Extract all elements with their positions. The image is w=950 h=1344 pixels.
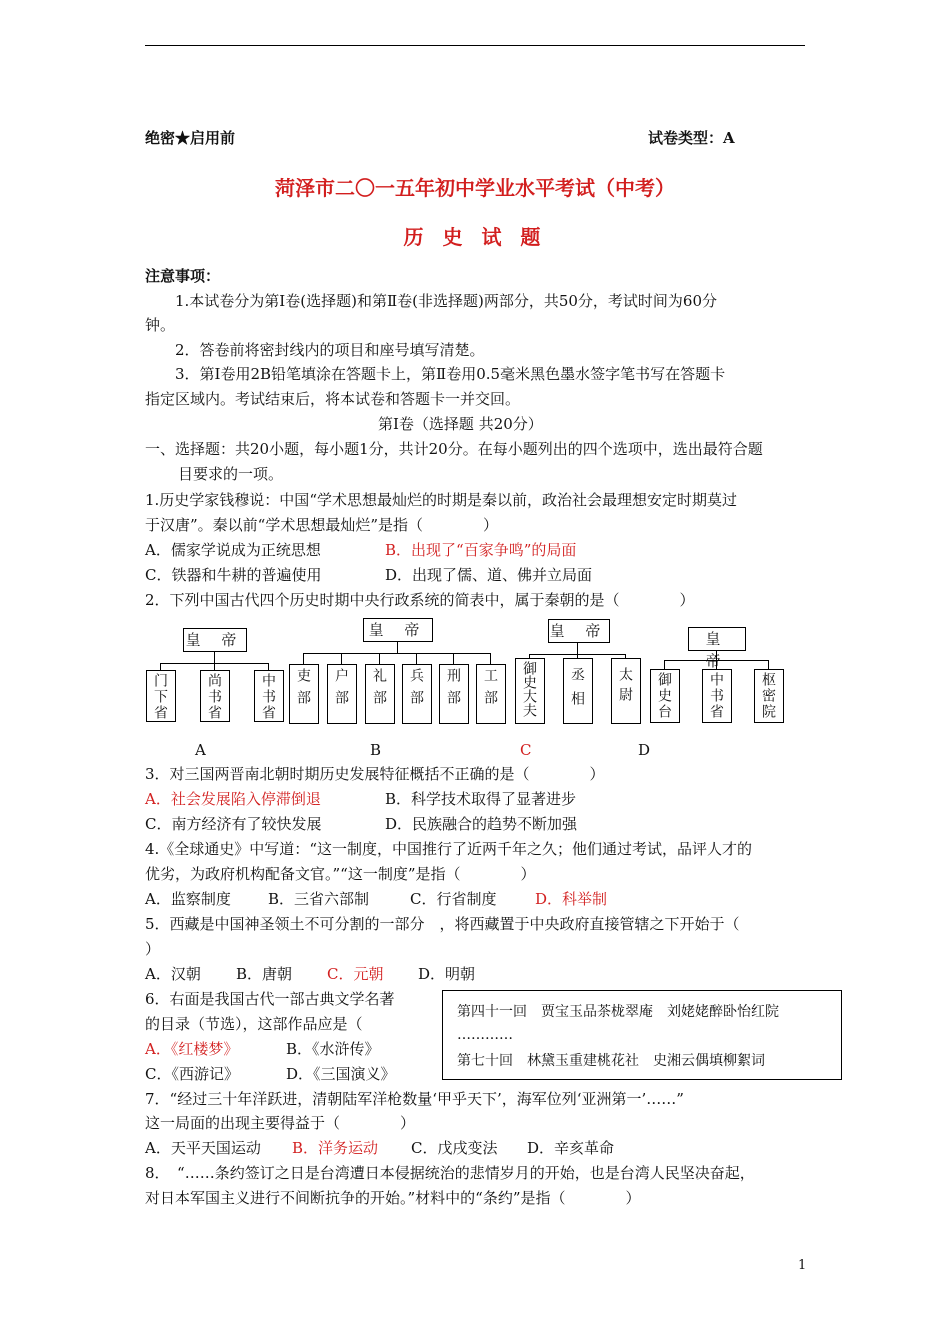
diagram-c-box-1: 御史大夫: [515, 658, 545, 724]
diagram-d-box-3: 枢密院: [754, 669, 784, 723]
q6-option-a: A．《红楼梦》: [145, 1040, 239, 1058]
page-number: 1: [798, 1258, 807, 1273]
diagram-a-box-3: 中书省: [254, 670, 284, 722]
q4-option-b: B．三省六部制: [268, 890, 370, 908]
note-1-cont: 钟。: [145, 316, 176, 334]
diagram-b-emperor: 皇 帝: [363, 618, 433, 642]
note-3: 3．第Ⅰ卷用2B铅笔填涂在答题卡上，第Ⅱ卷用0.5毫米黑色墨水签字笔书写在答题卡: [175, 365, 726, 383]
diagram-c-emperor: 皇 帝: [548, 619, 610, 643]
q8-stem-cont: 对日本军国主义进行不间断抗争的开始。”材料中的“条约”是指（ ）: [145, 1189, 641, 1207]
q6-option-d: D．《三国演义》: [286, 1065, 396, 1083]
q6-stem: 6．右面是我国古代一部古典文学名著: [145, 990, 395, 1008]
exam-title: 菏泽市二〇一五年初中学业水平考试（中考）: [275, 176, 675, 200]
q3-stem: 3．对三国两晋南北朝时期历史发展特征概括不正确的是（ ）: [145, 765, 605, 783]
q4-stem-cont: 优劣，为政府机构配备文官。”“这一制度”是指（ ）: [145, 865, 536, 883]
paper-type: 试卷类型：A: [648, 129, 735, 147]
diagram-b-box-5: 刑部: [439, 664, 469, 724]
exam-subtitle: 历 史 试 题: [403, 225, 547, 249]
diagram-label-a: A: [195, 741, 206, 759]
diagram-c-box-3: 太尉: [611, 658, 641, 724]
q7-option-a: A．天平天国运动: [145, 1139, 261, 1157]
book-line-2: …………: [457, 1027, 513, 1043]
section-intro: 一、选择题：共20小题，每小题1分，共计20分。在每小题列出的四个选项中，选出最符合题: [145, 440, 763, 458]
book-line-1: 第四十一回 贾宝玉品茶栊翠庵 刘姥姥醉卧怡红院: [457, 1004, 779, 1020]
q5-option-b: B．唐朝: [236, 965, 293, 983]
q7-stem: 7．“经过三十年洋跃进，清朝陆军洋枪数量‘甲乎天下’，海军位列‘亚洲第一’……”: [145, 1090, 684, 1108]
secret-label: 绝密★启用前: [145, 129, 236, 147]
diagram-c-box-2: 丞相: [563, 658, 593, 724]
section-heading: 第Ⅰ卷（选择题 共20分）: [378, 415, 543, 433]
q4-option-c: C．行省制度: [410, 890, 497, 908]
q7-stem-cont: 这一局面的出现主要得益于（ ）: [145, 1114, 416, 1132]
q7-option-c: C．戊戌变法: [411, 1139, 498, 1157]
q4-option-d: D．科举制: [535, 890, 608, 908]
q6-stem-cont: 的目录（节选），这部作品应是（: [145, 1015, 363, 1033]
diagram-d-box-1: 御史台: [650, 669, 680, 723]
q3-option-c: C．南方经济有了较快发展: [145, 815, 322, 833]
q1-option-a: A．儒家学说成为正统思想: [145, 541, 321, 559]
q2-stem: 2．下列中国古代四个历史时期中央行政系统的简表中，属于秦朝的是（ ）: [145, 591, 695, 609]
q5-option-d: D．明朝: [418, 965, 476, 983]
q1-option-d: D．出现了儒、道、佛并立局面: [385, 566, 593, 584]
note-1: 1.本试卷分为第Ⅰ卷(选择题)和第Ⅱ卷(非选择题)两部分，共50分，考试时间为60分: [175, 292, 718, 310]
book-contents-box: [442, 990, 842, 1080]
diagram-d-emperor: 皇: [688, 627, 746, 651]
q4-option-a: A．监察制度: [145, 890, 231, 908]
q8-stem: 8． “……条约签订之日是台湾遭日本侵据统治的悲情岁月的开始，也是台湾人民坚决奋起，: [145, 1164, 755, 1182]
q3-option-b: B．科学技术取得了显著进步: [385, 790, 577, 808]
diagram-b-box-3: 礼部: [365, 664, 395, 724]
note-2: 2．答卷前将密封线内的项目和座号填写清楚。: [175, 341, 485, 359]
q6-option-c: C．《西游记》: [145, 1065, 239, 1083]
notes-heading: 注意事项：: [145, 267, 221, 285]
q6-option-b: B．《水浒传》: [286, 1040, 380, 1058]
diagram-b-box-4: 兵部: [402, 664, 432, 724]
header-rule: [145, 45, 805, 46]
diagram-a-emperor: 皇 帝: [183, 628, 247, 652]
diagram-b-box-2: 户部: [327, 664, 357, 724]
q3-option-d: D．民族融合的趋势不断加强: [385, 815, 578, 833]
q5-stem: 5．西藏是中国神圣领土不可分割的一部分 ，将西藏置于中央政府直接管辖之下开始于（: [145, 915, 740, 933]
diagram-a-box-1: 门下省: [146, 670, 176, 722]
diagram-label-d: D: [638, 741, 651, 759]
q1-option-b: B．出现了“百家争鸣”的局面: [385, 541, 577, 559]
q7-option-d: D．辛亥革命: [527, 1139, 615, 1157]
diagram-b-box-6: 工部: [476, 664, 506, 724]
diagram-a-box-2: 尚书省: [200, 670, 230, 722]
q4-stem: 4.《全球通史》中写道：“这一制度，中国推行了近两千年之久；他们通过考试，品评人才的: [145, 840, 752, 858]
diagram-b-box-1: 吏部: [289, 664, 319, 724]
q5-stem-cont: ）: [145, 940, 161, 958]
q1-stem-cont: 于汉唐”。秦以前“学术思想最灿烂”是指（ ）: [145, 516, 499, 534]
q1-stem: 1.历史学家钱穆说：中国“学术思想最灿烂的时期是秦以前，政治社会最理想安定时期莫过: [145, 491, 737, 509]
q3-option-a: A．社会发展陷入停滞倒退: [145, 790, 321, 808]
q1-option-c: C．铁器和牛耕的普遍使用: [145, 566, 322, 584]
q5-option-c: C．元朝: [327, 965, 384, 983]
book-line-3: 第七十回 林黛玉重建桃花社 史湘云偶填柳絮词: [457, 1053, 765, 1069]
q7-option-b: B．洋务运动: [292, 1139, 379, 1157]
note-3-cont: 指定区域内。考试结束后，将本试卷和答题卡一并交回。: [145, 390, 521, 408]
diagram-label-b: B: [370, 741, 382, 759]
diagram-label-c: C: [520, 741, 532, 759]
diagram-d-box-2: 中书省: [702, 669, 732, 723]
section-intro-cont: 目要求的一项。: [178, 465, 284, 483]
q5-option-a: A．汉朝: [145, 965, 201, 983]
